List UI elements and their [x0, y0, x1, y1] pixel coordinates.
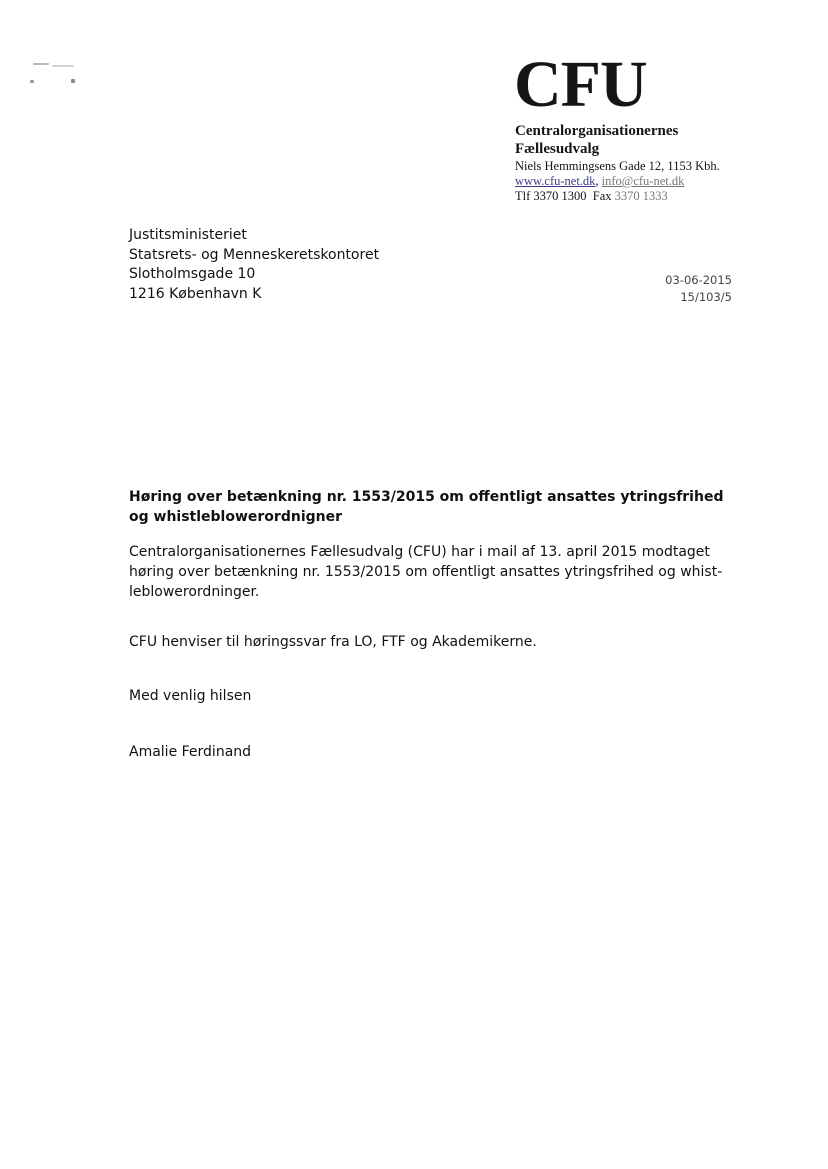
cfu-logo: CFU — [514, 48, 647, 121]
recipient-line: Statsrets- og Menneskeretskontoret — [129, 246, 380, 263]
org-name-line2: Fællesudvalg — [515, 141, 600, 157]
fax-number: 3370 1333 — [614, 189, 668, 203]
scan-artifact — [52, 65, 74, 67]
org-name-line1: Centralorganisationernes — [515, 123, 679, 139]
letterhead — [514, 48, 815, 204]
link-separator: , — [595, 174, 599, 188]
scan-artifact — [71, 79, 75, 83]
body-paragraph-2: CFU henviser til høringssvar fra LO, FTF og Akademikerne. — [129, 634, 537, 650]
recipient-line: Slotholmsgade 10 — [129, 266, 256, 282]
org-address: Niels Hemmingsens Gade 12, 1153 Kbh. — [515, 159, 720, 173]
org-phone-fax — [515, 189, 815, 204]
fax-label: Fax — [592, 189, 612, 203]
subject-line: og whistleblowerordnigner — [129, 509, 343, 525]
date-reference-block — [665, 272, 732, 306]
recipient-address — [129, 226, 379, 304]
closing-greeting: Med venlig hilsen — [129, 688, 252, 704]
website-link[interactable]: www.cfu-net.dk — [515, 174, 596, 188]
letter-date: 03-06-2015 — [665, 273, 732, 287]
signature-name: Amalie Ferdinand — [129, 744, 252, 760]
letter-reference: 15/103/5 — [680, 290, 732, 304]
subject-line: Høring over betænkning nr. 1553/2015 om offentligt ansattes ytringsfrihed — [129, 489, 724, 505]
org-contact-links — [515, 174, 815, 189]
phone-label: Tlf — [515, 189, 531, 203]
paragraph-line: høring over betænkning nr. 1553/2015 om offentligt ansattes ytringsfrihed og whist- — [129, 564, 723, 580]
letter-subject — [129, 487, 724, 527]
scan-artifact — [33, 63, 49, 65]
recipient-line: Justitsministeriet — [129, 227, 247, 243]
recipient-line: 1216 København K — [129, 285, 262, 302]
paragraph-line: leblowerordninger. — [129, 584, 260, 600]
scan-artifact — [30, 80, 34, 83]
paragraph-line: Centralorganisationernes Fællesudvalg (CFU) har i mail af 13. april 2015 modtaget — [129, 544, 710, 560]
body-paragraph-1 — [129, 542, 723, 602]
phone-number: 3370 1300 — [533, 189, 587, 203]
email-link[interactable]: info@cfu-net.dk — [601, 174, 685, 188]
